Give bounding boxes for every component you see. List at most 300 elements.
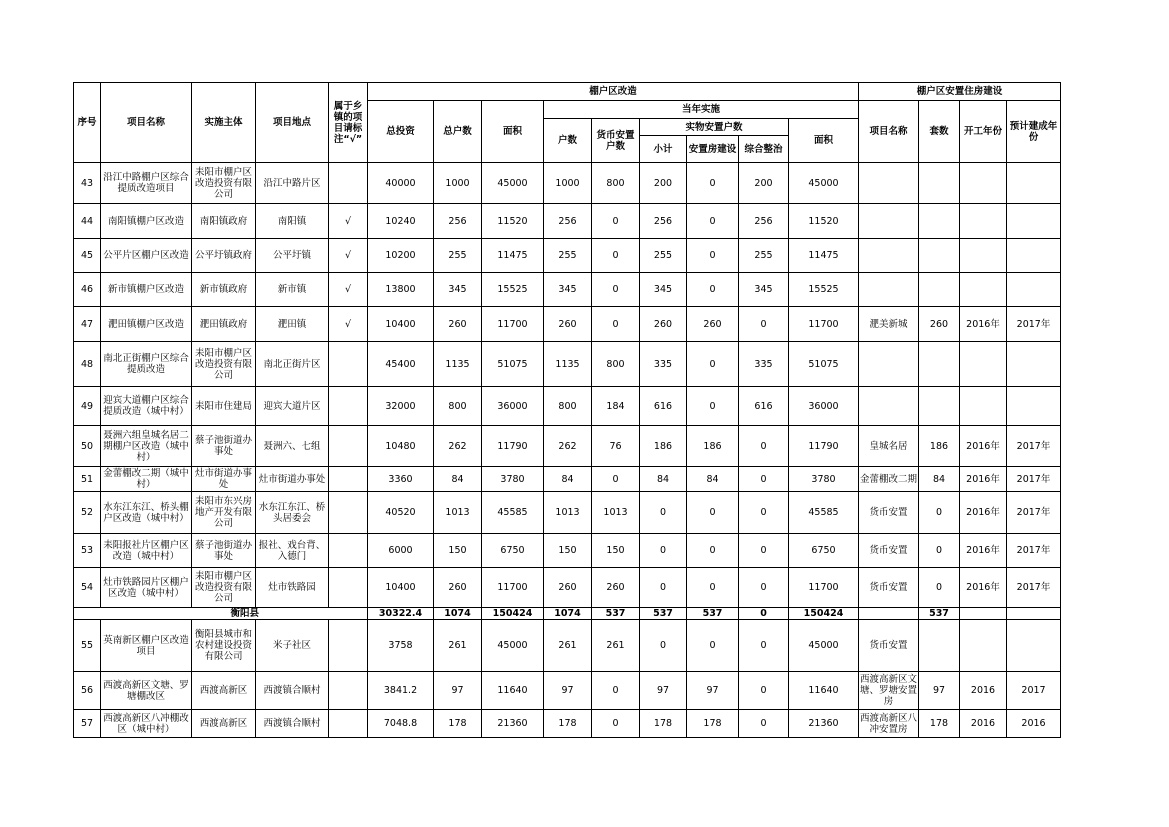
- area-cell: 11700: [482, 568, 544, 608]
- township-flag-cell: [329, 342, 368, 387]
- table-row: [74, 387, 1061, 426]
- subtotal-label: 衡阳县: [74, 608, 368, 620]
- table-row: [74, 467, 1061, 492]
- seq-cell: 46: [74, 273, 101, 307]
- area-cell: 11640: [482, 672, 544, 710]
- subtotal-cash-households-cell: 537: [592, 608, 640, 620]
- total-households-cell: 1013: [434, 492, 482, 534]
- header-cash-households: 货币安置户数: [592, 119, 640, 163]
- location-cell: 沿江中路片区: [256, 163, 329, 204]
- comprehensive-cell: 0: [739, 492, 789, 534]
- seq-cell: 49: [74, 387, 101, 426]
- implementer-cell: 南阳镇政府: [192, 204, 256, 239]
- area-cell: 45585: [482, 492, 544, 534]
- implementer-cell: 西渡高新区: [192, 710, 256, 738]
- header-total-households: 总户数: [434, 101, 482, 163]
- project-name-cell: 聂洲六组皇城名居二期棚户区改造（城中村）: [101, 426, 192, 467]
- housing-project-cell: 货币安置: [859, 568, 919, 608]
- project-name-cell: 水东江东江、桥头棚户区改造（城中村）: [101, 492, 192, 534]
- sets-cell: 0: [919, 568, 960, 608]
- table-row: [74, 204, 1061, 239]
- subtotal-resettlement-build-cell: 537: [687, 608, 739, 620]
- project-name-cell: 南北正街棚户区综合提质改造: [101, 342, 192, 387]
- area-cell: 36000: [482, 387, 544, 426]
- start-year-cell: 2016年: [960, 568, 1007, 608]
- seq-cell: 45: [74, 239, 101, 273]
- subtotal-cell: 97: [640, 672, 687, 710]
- implementer-cell: 耒阳市住建局: [192, 387, 256, 426]
- sets-cell: 97: [919, 672, 960, 710]
- seq-cell: 56: [74, 672, 101, 710]
- comprehensive-cell: 200: [739, 163, 789, 204]
- sets-cell: [919, 620, 960, 672]
- total-households-cell: 178: [434, 710, 482, 738]
- header-seq: 序号: [74, 83, 101, 163]
- subtotal-cell: 255: [640, 239, 687, 273]
- header-sets: 套数: [919, 101, 960, 163]
- households-cell: 178: [544, 710, 592, 738]
- cash-households-cell: 261: [592, 620, 640, 672]
- households-cell: 256: [544, 204, 592, 239]
- subtotal-start-year-cell: [960, 608, 1007, 620]
- sets-cell: 0: [919, 534, 960, 568]
- housing-project-cell: [859, 273, 919, 307]
- total-investment-cell: 10400: [368, 568, 434, 608]
- total-investment-cell: 7048.8: [368, 710, 434, 738]
- project-name-cell: 公平片区棚户区改造: [101, 239, 192, 273]
- total-households-cell: 260: [434, 307, 482, 342]
- project-name-cell: 灶市铁路园片区棚户区改造（城中村）: [101, 568, 192, 608]
- start-year-cell: [960, 387, 1007, 426]
- area2-cell: 45000: [789, 620, 859, 672]
- implementer-cell: 耒阳市棚户区改造投资有限公司: [192, 568, 256, 608]
- cash-households-cell: 0: [592, 273, 640, 307]
- resettlement-build-cell: 0: [687, 492, 739, 534]
- households-cell: 1135: [544, 342, 592, 387]
- subtotal-cell: 0: [640, 492, 687, 534]
- area-cell: 11520: [482, 204, 544, 239]
- township-flag-cell: √: [329, 273, 368, 307]
- finish-year-cell: [1007, 342, 1061, 387]
- location-cell: 灶市街道办事处: [256, 467, 329, 492]
- start-year-cell: 2016年: [960, 492, 1007, 534]
- comprehensive-cell: 0: [739, 672, 789, 710]
- header-households: 户数: [544, 119, 592, 163]
- table-row: [74, 163, 1061, 204]
- table-row: [74, 307, 1061, 342]
- households-cell: 260: [544, 307, 592, 342]
- resettlement-build-cell: 97: [687, 672, 739, 710]
- households-cell: 84: [544, 467, 592, 492]
- households-cell: 262: [544, 426, 592, 467]
- resettlement-build-cell: 0: [687, 568, 739, 608]
- sets-cell: 186: [919, 426, 960, 467]
- households-cell: 150: [544, 534, 592, 568]
- sets-cell: [919, 239, 960, 273]
- seq-cell: 43: [74, 163, 101, 204]
- finish-year-cell: 2017年: [1007, 426, 1061, 467]
- area-cell: 45000: [482, 620, 544, 672]
- table-row: [74, 342, 1061, 387]
- total-households-cell: 1000: [434, 163, 482, 204]
- finish-year-cell: [1007, 239, 1061, 273]
- start-year-cell: [960, 273, 1007, 307]
- subtotal-finish-year-cell: [1007, 608, 1061, 620]
- start-year-cell: [960, 163, 1007, 204]
- location-cell: 南阳镇: [256, 204, 329, 239]
- table-row: [74, 568, 1061, 608]
- location-cell: 水东江东江、桥头居委会: [256, 492, 329, 534]
- implementer-cell: 蔡子池街道办事处: [192, 426, 256, 467]
- total-households-cell: 256: [434, 204, 482, 239]
- start-year-cell: [960, 342, 1007, 387]
- total-households-cell: 150: [434, 534, 482, 568]
- header-start-year: 开工年份: [960, 101, 1007, 163]
- seq-cell: 55: [74, 620, 101, 672]
- area2-cell: 11790: [789, 426, 859, 467]
- project-name-cell: 淝田镇棚户区改造: [101, 307, 192, 342]
- housing-project-cell: 西渡高新区文塘、罗塘安置房: [859, 672, 919, 710]
- total-households-cell: 800: [434, 387, 482, 426]
- total-investment-cell: 40000: [368, 163, 434, 204]
- subtotal-area2-cell: 150424: [789, 608, 859, 620]
- header-location: 项目地点: [256, 83, 329, 163]
- location-cell: 聂洲六、七组: [256, 426, 329, 467]
- area-cell: 11790: [482, 426, 544, 467]
- resettlement-build-cell: 0: [687, 204, 739, 239]
- subtotal-sets-cell: 537: [919, 608, 960, 620]
- sets-cell: 178: [919, 710, 960, 738]
- area2-cell: 45000: [789, 163, 859, 204]
- subtotal-total-investment-cell: 30322.4: [368, 608, 434, 620]
- location-cell: 灶市铁路园: [256, 568, 329, 608]
- table-row: [74, 239, 1061, 273]
- start-year-cell: 2016年: [960, 307, 1007, 342]
- housing-project-cell: 金蕾棚改二期: [859, 467, 919, 492]
- resettlement-build-cell: 0: [687, 342, 739, 387]
- header-physical-group: 实物安置户数: [640, 119, 789, 136]
- finish-year-cell: 2017年: [1007, 307, 1061, 342]
- location-cell: 迎宾大道片区: [256, 387, 329, 426]
- cash-households-cell: 150: [592, 534, 640, 568]
- total-households-cell: 1135: [434, 342, 482, 387]
- total-investment-cell: 3841.2: [368, 672, 434, 710]
- total-investment-cell: 3758: [368, 620, 434, 672]
- cash-households-cell: 0: [592, 204, 640, 239]
- housing-project-cell: [859, 342, 919, 387]
- housing-project-cell: 货币安置: [859, 492, 919, 534]
- resettlement-build-cell: 0: [687, 273, 739, 307]
- location-cell: 南北正街片区: [256, 342, 329, 387]
- housing-project-cell: 淝美新城: [859, 307, 919, 342]
- implementer-cell: 灶市街道办事处: [192, 467, 256, 492]
- total-investment-cell: 10200: [368, 239, 434, 273]
- resettlement-build-cell: 186: [687, 426, 739, 467]
- total-households-cell: 84: [434, 467, 482, 492]
- subtotal-cell: 335: [640, 342, 687, 387]
- total-investment-cell: 10240: [368, 204, 434, 239]
- seq-cell: 57: [74, 710, 101, 738]
- comprehensive-cell: 0: [739, 467, 789, 492]
- total-investment-cell: 10400: [368, 307, 434, 342]
- township-flag-cell: √: [329, 239, 368, 273]
- implementer-cell: 新市镇政府: [192, 273, 256, 307]
- resettlement-build-cell: 0: [687, 620, 739, 672]
- comprehensive-cell: 0: [739, 710, 789, 738]
- resettlement-build-cell: 84: [687, 467, 739, 492]
- comprehensive-cell: 0: [739, 620, 789, 672]
- project-table: [73, 82, 1061, 738]
- housing-project-cell: [859, 163, 919, 204]
- households-cell: 261: [544, 620, 592, 672]
- cash-households-cell: 800: [592, 163, 640, 204]
- sets-cell: [919, 387, 960, 426]
- location-cell: 淝田镇: [256, 307, 329, 342]
- start-year-cell: 2016年: [960, 534, 1007, 568]
- resettlement-build-cell: 0: [687, 534, 739, 568]
- header-resettlement-build: 安置房建设: [687, 136, 739, 163]
- project-name-cell: 沿江中路棚户区综合提质改造项目: [101, 163, 192, 204]
- header-area2: 面积: [789, 119, 859, 163]
- township-flag-cell: [329, 710, 368, 738]
- sets-cell: 0: [919, 492, 960, 534]
- finish-year-cell: 2017年: [1007, 492, 1061, 534]
- cash-households-cell: 0: [592, 239, 640, 273]
- township-flag-cell: √: [329, 307, 368, 342]
- project-name-cell: 西渡高新区八冲棚改区（城中村）: [101, 710, 192, 738]
- housing-project-cell: 货币安置: [859, 620, 919, 672]
- location-cell: 西渡镇合顺村: [256, 672, 329, 710]
- total-households-cell: 261: [434, 620, 482, 672]
- area-cell: 15525: [482, 273, 544, 307]
- area2-cell: 11700: [789, 568, 859, 608]
- subtotal-subtotal-cell: 537: [640, 608, 687, 620]
- seq-cell: 54: [74, 568, 101, 608]
- sets-cell: [919, 163, 960, 204]
- housing-project-cell: [859, 204, 919, 239]
- housing-project-cell: 皇城名居: [859, 426, 919, 467]
- area2-cell: 51075: [789, 342, 859, 387]
- area2-cell: 11520: [789, 204, 859, 239]
- resettlement-build-cell: 0: [687, 239, 739, 273]
- comprehensive-cell: 345: [739, 273, 789, 307]
- subtotal-area-cell: 150424: [482, 608, 544, 620]
- header-shanty-group: 棚户区改造: [368, 83, 859, 101]
- finish-year-cell: [1007, 620, 1061, 672]
- project-name-cell: 金蕾棚改二期（城中村）: [101, 467, 192, 492]
- households-cell: 260: [544, 568, 592, 608]
- finish-year-cell: 2017年: [1007, 467, 1061, 492]
- seq-cell: 51: [74, 467, 101, 492]
- subtotal-cell: 616: [640, 387, 687, 426]
- cash-households-cell: 1013: [592, 492, 640, 534]
- finish-year-cell: 2017年: [1007, 534, 1061, 568]
- start-year-cell: [960, 239, 1007, 273]
- area2-cell: 45585: [789, 492, 859, 534]
- area2-cell: 36000: [789, 387, 859, 426]
- subtotal-households-cell: 1074: [544, 608, 592, 620]
- location-cell: 公平圩镇: [256, 239, 329, 273]
- area-cell: 6750: [482, 534, 544, 568]
- area2-cell: 11700: [789, 307, 859, 342]
- subtotal-row: [74, 608, 1061, 620]
- implementer-cell: 蔡子池街道办事处: [192, 534, 256, 568]
- header-comprehensive: 综合整治: [739, 136, 789, 163]
- start-year-cell: 2016年: [960, 467, 1007, 492]
- area-cell: 45000: [482, 163, 544, 204]
- table-row: [74, 620, 1061, 672]
- area2-cell: 3780: [789, 467, 859, 492]
- comprehensive-cell: 335: [739, 342, 789, 387]
- total-investment-cell: 10480: [368, 426, 434, 467]
- cash-households-cell: 0: [592, 672, 640, 710]
- cash-households-cell: 0: [592, 467, 640, 492]
- table-body: [74, 163, 1061, 738]
- area-cell: 51075: [482, 342, 544, 387]
- location-cell: 西渡镇合顺村: [256, 710, 329, 738]
- total-households-cell: 97: [434, 672, 482, 710]
- total-households-cell: 260: [434, 568, 482, 608]
- table-row: [74, 534, 1061, 568]
- comprehensive-cell: 255: [739, 239, 789, 273]
- implementer-cell: 公平圩镇政府: [192, 239, 256, 273]
- seq-cell: 52: [74, 492, 101, 534]
- subtotal-cell: 178: [640, 710, 687, 738]
- cash-households-cell: 800: [592, 342, 640, 387]
- resettlement-build-cell: 0: [687, 163, 739, 204]
- comprehensive-cell: 256: [739, 204, 789, 239]
- total-investment-cell: 6000: [368, 534, 434, 568]
- finish-year-cell: [1007, 204, 1061, 239]
- comprehensive-cell: 0: [739, 534, 789, 568]
- area-cell: 21360: [482, 710, 544, 738]
- header-township-flag: 属于乡镇的项目请标注“√”: [329, 83, 368, 163]
- township-flag-cell: [329, 620, 368, 672]
- subtotal-cell: 200: [640, 163, 687, 204]
- header-subtotal: 小计: [640, 136, 687, 163]
- table-row: [74, 273, 1061, 307]
- location-cell: 米子社区: [256, 620, 329, 672]
- township-flag-cell: [329, 534, 368, 568]
- township-flag-cell: [329, 568, 368, 608]
- housing-project-cell: [859, 239, 919, 273]
- header-total-investment: 总投资: [368, 101, 434, 163]
- resettlement-build-cell: 260: [687, 307, 739, 342]
- header-current-year: 当年实施: [544, 101, 859, 119]
- subtotal-cell: 345: [640, 273, 687, 307]
- subtotal-total-households-cell: 1074: [434, 608, 482, 620]
- households-cell: 255: [544, 239, 592, 273]
- subtotal-cell: 0: [640, 620, 687, 672]
- housing-project-cell: 西渡高新区八冲安置房: [859, 710, 919, 738]
- start-year-cell: 2016年: [960, 426, 1007, 467]
- table-row: [74, 426, 1061, 467]
- sets-cell: 260: [919, 307, 960, 342]
- seq-cell: 44: [74, 204, 101, 239]
- township-flag-cell: [329, 467, 368, 492]
- subtotal-cell: 260: [640, 307, 687, 342]
- total-investment-cell: 45400: [368, 342, 434, 387]
- header-finish-year: 预计建成年份: [1007, 101, 1061, 163]
- total-households-cell: 345: [434, 273, 482, 307]
- table-row: [74, 672, 1061, 710]
- comprehensive-cell: 0: [739, 568, 789, 608]
- total-investment-cell: 40520: [368, 492, 434, 534]
- finish-year-cell: 2016: [1007, 710, 1061, 738]
- total-households-cell: 262: [434, 426, 482, 467]
- households-cell: 1000: [544, 163, 592, 204]
- start-year-cell: [960, 204, 1007, 239]
- finish-year-cell: 2017: [1007, 672, 1061, 710]
- start-year-cell: 2016: [960, 710, 1007, 738]
- comprehensive-cell: 616: [739, 387, 789, 426]
- subtotal-housing-project-cell: [859, 608, 919, 620]
- seq-cell: 47: [74, 307, 101, 342]
- header-implementer: 实施主体: [192, 83, 256, 163]
- start-year-cell: 2016: [960, 672, 1007, 710]
- sets-cell: [919, 273, 960, 307]
- cash-households-cell: 0: [592, 710, 640, 738]
- header-housing-project: 项目名称: [859, 101, 919, 163]
- subtotal-cell: 0: [640, 534, 687, 568]
- seq-cell: 50: [74, 426, 101, 467]
- implementer-cell: 西渡高新区: [192, 672, 256, 710]
- township-flag-cell: [329, 492, 368, 534]
- township-flag-cell: [329, 672, 368, 710]
- households-cell: 1013: [544, 492, 592, 534]
- project-name-cell: 迎宾大道棚户区综合提质改造（城中村）: [101, 387, 192, 426]
- table-row: [74, 710, 1061, 738]
- cash-households-cell: 0: [592, 307, 640, 342]
- total-investment-cell: 3360: [368, 467, 434, 492]
- table-header: [74, 83, 1061, 163]
- housing-project-cell: [859, 387, 919, 426]
- households-cell: 97: [544, 672, 592, 710]
- finish-year-cell: [1007, 273, 1061, 307]
- township-flag-cell: √: [329, 204, 368, 239]
- implementer-cell: 耒阳市棚户区改造投资有限公司: [192, 342, 256, 387]
- project-name-cell: 南阳镇棚户区改造: [101, 204, 192, 239]
- subtotal-cell: 0: [640, 568, 687, 608]
- finish-year-cell: [1007, 163, 1061, 204]
- header-project-name: 项目名称: [101, 83, 192, 163]
- cash-households-cell: 184: [592, 387, 640, 426]
- project-name-cell: 新市镇棚户区改造: [101, 273, 192, 307]
- location-cell: 报社、戏台背、入德门: [256, 534, 329, 568]
- subtotal-cell: 84: [640, 467, 687, 492]
- implementer-cell: 耒阳市东兴房地产开发有限公司: [192, 492, 256, 534]
- implementer-cell: 淝田镇政府: [192, 307, 256, 342]
- township-flag-cell: [329, 387, 368, 426]
- area-cell: 11700: [482, 307, 544, 342]
- start-year-cell: [960, 620, 1007, 672]
- area2-cell: 11475: [789, 239, 859, 273]
- sets-cell: [919, 342, 960, 387]
- project-name-cell: 耒阳报社片区棚户区改造（城中村）: [101, 534, 192, 568]
- total-investment-cell: 32000: [368, 387, 434, 426]
- total-investment-cell: 13800: [368, 273, 434, 307]
- location-cell: 新市镇: [256, 273, 329, 307]
- resettlement-build-cell: 0: [687, 387, 739, 426]
- comprehensive-cell: 0: [739, 307, 789, 342]
- area2-cell: 11640: [789, 672, 859, 710]
- area2-cell: 15525: [789, 273, 859, 307]
- header-area: 面积: [482, 101, 544, 163]
- project-name-cell: 英南新区棚户区改造项目: [101, 620, 192, 672]
- cash-households-cell: 76: [592, 426, 640, 467]
- finish-year-cell: [1007, 387, 1061, 426]
- comprehensive-cell: 0: [739, 426, 789, 467]
